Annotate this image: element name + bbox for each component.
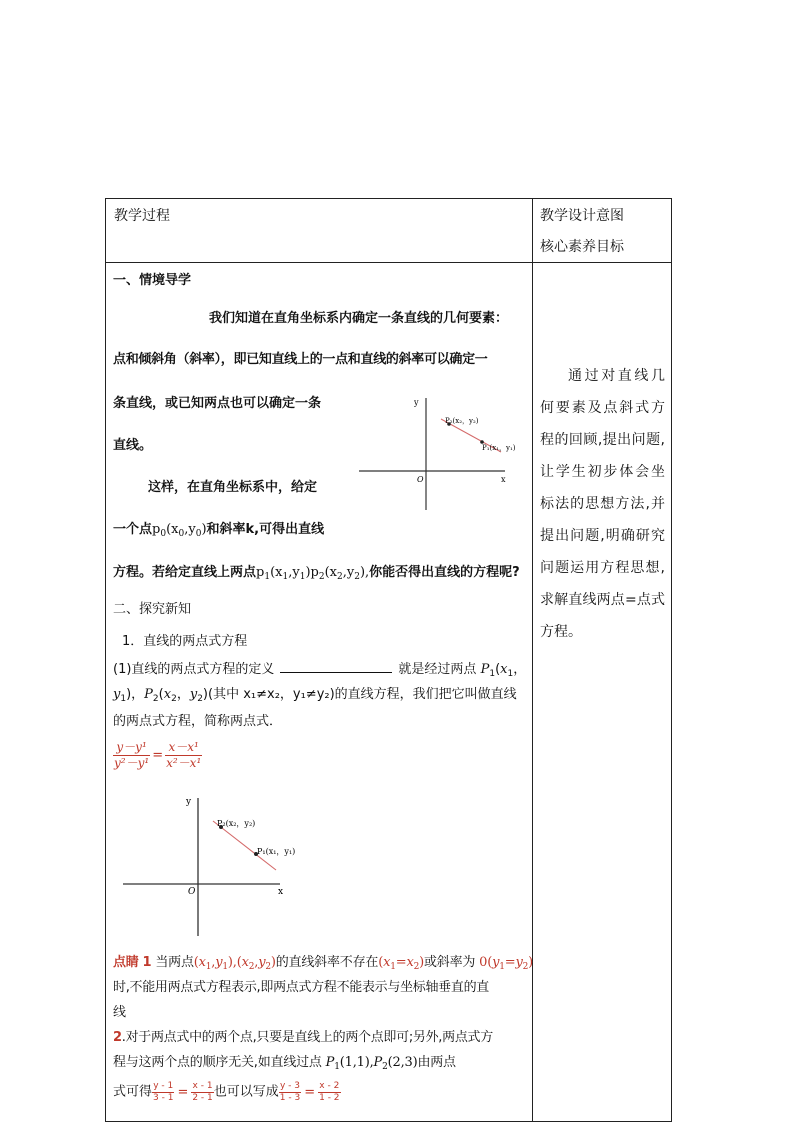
note1-line2: 时,不能用两点式方程表示,即两点式方程不能表示与坐标轴垂直的直 xyxy=(113,980,489,995)
formula-left-fraction xyxy=(113,740,150,771)
section1-para3-b: 你能否得出直线的方程呢? xyxy=(369,565,520,580)
note2-frac4 xyxy=(318,1081,340,1104)
section1-title: 一、情境导学 xyxy=(113,273,192,288)
note2-eq1: = xyxy=(177,1084,189,1100)
y-label-1: y xyxy=(414,398,419,407)
note2-text-b: 程与这两个点的顺序无关,如直线过点 xyxy=(113,1055,322,1070)
definition-line3: 的两点式方程，简称两点式． xyxy=(113,714,283,729)
section2-subtitle: 1．直线的两点式方程 xyxy=(122,634,248,649)
section1-para2-line2 xyxy=(113,522,324,540)
note1-text-b: 的直线斜率不存在 xyxy=(275,955,379,970)
x-label-1: x xyxy=(501,475,506,484)
note2-frac3 xyxy=(279,1081,301,1104)
formula-left-num: y－y¹ xyxy=(113,740,150,756)
note2-frac2 xyxy=(191,1081,213,1104)
p1-label-1: P₁(x₁，y₁) xyxy=(482,444,516,452)
note1-cond1: $(x_1=x_2)$ xyxy=(378,955,424,972)
section1-para1-line1: 我们知道在直角坐标系内确定一条直线的几何要素： xyxy=(209,311,509,326)
formula-equals: = xyxy=(152,747,164,763)
note-label: 点睛 xyxy=(113,955,139,970)
section1-para2-b: 和斜率k,可得出直线 xyxy=(206,522,325,537)
point-p0: $p_0(x_0,y_0)$ xyxy=(152,522,207,539)
header-core-goal: 核心素养目标 xyxy=(540,239,624,255)
section1-para1-line4: 直线。 xyxy=(113,438,153,453)
p2-label-2: P₂(x₂，y₂) xyxy=(217,819,256,828)
note2-text-c: 由两点 xyxy=(417,1055,456,1070)
formula-right-fraction xyxy=(165,740,202,771)
origin-label-2: O xyxy=(188,887,196,897)
note2-number: 2 xyxy=(113,1030,122,1045)
y-label-2: y xyxy=(186,797,192,807)
header-design-intent: 教学设计意图 xyxy=(540,208,624,224)
section1-para3 xyxy=(113,565,520,583)
note2-line2 xyxy=(113,1055,456,1073)
frac1-num: y - 1 xyxy=(153,1081,174,1091)
definition-line2-text: (其中 x₁≠x₂，y₁≠y₂)的直线方程，我们把它叫做直线 xyxy=(208,687,517,702)
note1-cond2: $0(y_1=y_2)$ xyxy=(475,955,534,972)
p1-label-2: P₁(x₁，y₁) xyxy=(257,847,296,856)
formula-right-num: x－x¹ xyxy=(165,740,202,756)
two-point-formula xyxy=(113,740,202,771)
frac3-num: y - 3 xyxy=(279,1081,300,1091)
note2-text-a: .对于两点式中的两个点,只要是直线上的两个点即可;另外,两点式方 xyxy=(121,1030,493,1045)
note1-number: 1 xyxy=(142,955,152,970)
definition-line2: $y_1$)，$P_2(x_2$，$y_2$)(其中 x₁≠x₂，y₁≠y₂)的直线方程，我们把它叫做直线 xyxy=(113,687,517,704)
note1-line3: 线 xyxy=(113,1005,127,1020)
note2-text-d: 式可得 xyxy=(113,1084,153,1100)
point-P1-def: P xyxy=(480,662,490,677)
frac2-den: 2 - 1 xyxy=(192,1093,213,1103)
coordinate-graph-1 xyxy=(355,392,525,512)
note1-line1 xyxy=(113,955,533,973)
frac4-den: 1 - 2 xyxy=(319,1093,340,1103)
column-divider xyxy=(532,198,533,1122)
point-p0-letter: p xyxy=(152,522,161,537)
section1-para1-line2: 点和倾斜角（斜率），即已知直线上的一点和直线的斜率可以确定一 xyxy=(113,352,488,367)
origin-label-1: O xyxy=(417,475,424,484)
note2-line3 xyxy=(113,1081,341,1104)
x-label-2: x xyxy=(278,887,284,897)
frac1-den: 3 - 1 xyxy=(153,1093,174,1103)
note2-eq2: = xyxy=(304,1084,316,1100)
two-points: $p_1(x_1,y_1)p_2(x_2,y_2)$, xyxy=(256,565,370,582)
frac4-num: x - 2 xyxy=(319,1081,340,1091)
note1-text-a: 当两点 xyxy=(155,955,194,970)
definition-a: (1)直线的两点式方程的定义 xyxy=(113,662,275,677)
section2-title: 二、探究新知 xyxy=(113,602,192,617)
section1-para2-a: 一个点 xyxy=(113,522,153,537)
section1-para1-line3: 条直线，或已知两点也可以确定一条 xyxy=(113,396,322,411)
section1-para3-a: 方程。若给定直线上两点 xyxy=(113,565,257,580)
note2-text-e: 也可以写成 xyxy=(213,1084,279,1100)
design-intent-text: 通过对直线几何要素及点斜式方程的回顾,提出问题,让学生初步体会坐标法的思想方法,并提出问题,明确研究问题运用方程思想,求解直线两点=点式方程。 xyxy=(540,368,665,640)
definition-b: 就是经过两点 xyxy=(398,662,477,677)
note2-line1 xyxy=(113,1030,493,1046)
p2-label-1: P₂(x₂，y₂) xyxy=(445,417,479,425)
note2-frac1 xyxy=(152,1081,174,1104)
section1-para2-line1: 这样，在直角坐标系中，给定 xyxy=(148,480,318,495)
note2-points: $P_1(1,1),P_2(2,3)$ xyxy=(325,1055,418,1072)
note1-points: $(x_1,y_1),(x_2,y_2)$ xyxy=(193,955,276,972)
definition-blank xyxy=(280,660,392,673)
definition-line1: (1)直线的两点式方程的定义 就是经过两点 $P_1(x_1$， xyxy=(113,662,527,679)
coordinate-graph-2 xyxy=(118,790,298,940)
frac3-den: 1 - 3 xyxy=(279,1093,301,1103)
header-process: 教学过程 xyxy=(114,208,170,224)
header-divider xyxy=(105,262,672,263)
frac2-num: x - 1 xyxy=(192,1081,213,1091)
formula-left-den: y²－y¹ xyxy=(114,756,150,770)
note1-text-c: 或斜率为 xyxy=(423,955,476,970)
formula-right-den: x²－x¹ xyxy=(166,756,202,770)
